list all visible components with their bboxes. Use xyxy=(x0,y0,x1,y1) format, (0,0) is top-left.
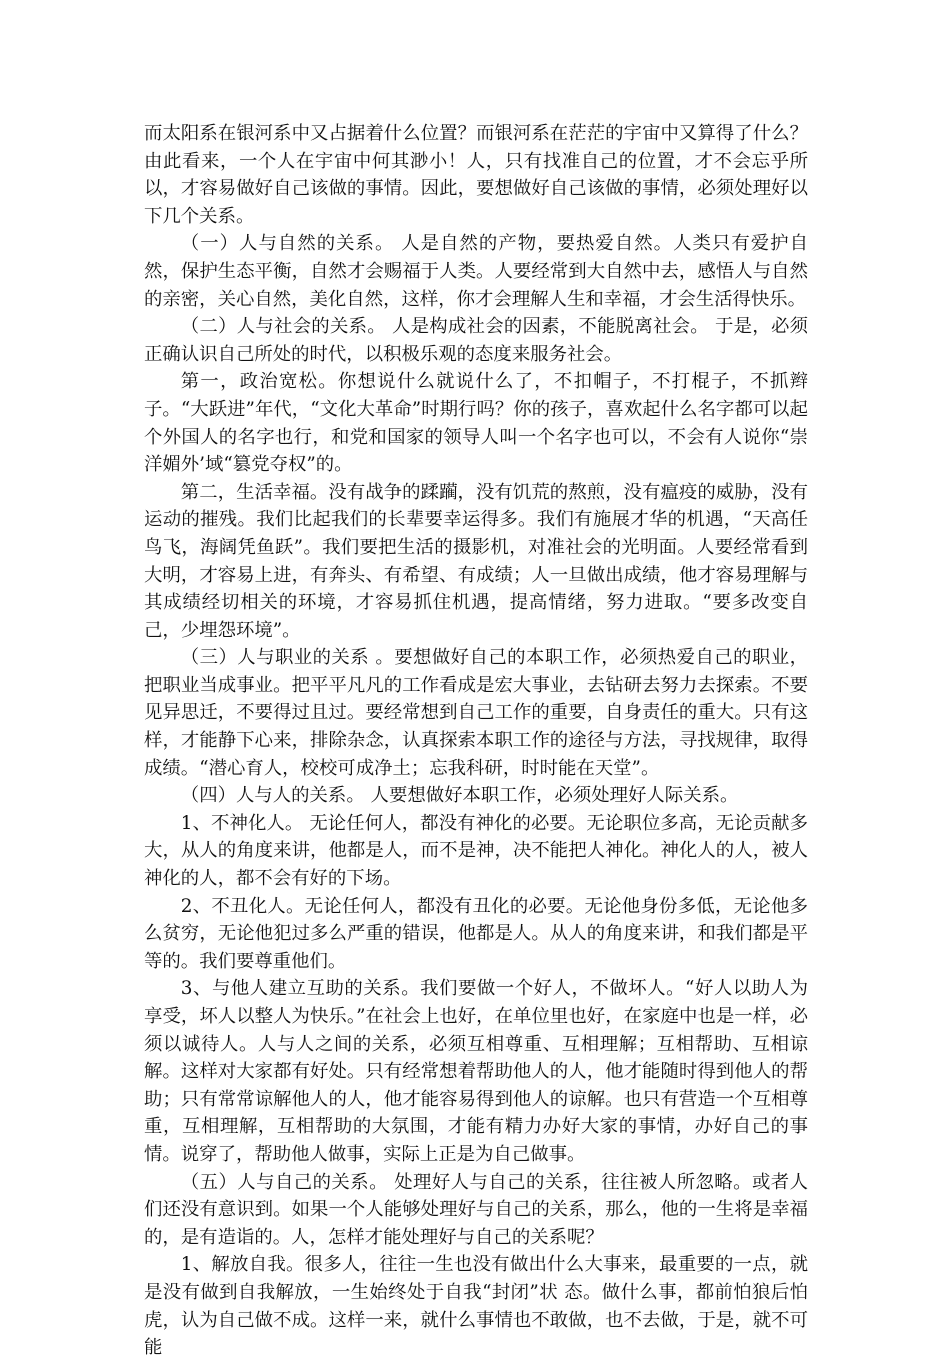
paragraph-3: （二）人与社会的关系。 人是构成社会的因素，不能脱离社会。 于是，必须正确认识自己所处的时代，以积极乐观的态度来服务社会。 xyxy=(144,316,808,365)
paragraph-4: 第一，政治宽松。你想说什么就说什么了，不扣帽子，不打棍子，不抓辫子。“大跃进”年代，“文化大革命”时期行吗？你的孩子，喜欢起什么名字都可以起个外国人的名字也行，和党和国家的领导人叫一个名字也可以，不会有人说你“崇洋媚外’域“篡党夺权”的。 xyxy=(144,371,808,476)
paragraph-11: （五）人与自己的关系。 处理好人与自己的关系，往往被人所忽略。或者人们还没有意识到。如果一个人能够处理好与自己的关系，那么，他的一生将是幸福的，是有造诣的。人，怎样才能处理好与自己的关系呢？ xyxy=(144,1171,808,1248)
paragraph-5: 第二，生活幸福。没有战争的蹂躏，没有饥荒的熬煎，没有瘟疫的威胁，没有运动的摧残。我们比起我们的长辈要幸运得多。我们有施展才华的机遇，“天高任鸟飞，海阔凭鱼跃”。我们要把生活的摄影机，对准社会的光明面。人要经常看到大明，才容易上进，有奔头、有希望、有成绩；人一旦做出成绩，他才容易理解与其成绩经切相关的环境，才容易抓住机遇，提高情绪，努力进取。“要多改变自己，少埋怨环境”。 xyxy=(144,481,808,641)
paragraph-9: 2、不丑化人。无论任何人，都没有丑化的必要。无论他身份多低，无论他多么贫穷，无论他犯过多么严重的错误，他都是人。从人的角度来讲，和我们都是平等的。我们要尊重他们。 xyxy=(144,895,808,972)
paragraph-10: 3、与他人建立互助的关系。我们要做一个好人，不做坏人。“好人以助人为享受，坏人以整人为快乐。”在社会上也好，在单位里也好，在家庭中也是一样，必须以诚待人。人与人之间的关系，必须互相尊重、互相理解；互相帮助、互相谅解。这样对大家都有好处。只有经常想着帮助他人的人，他才能随时得到他人的帮助；只有常常谅解他人的人，他才能容易得到他人的谅解。也只有营造一个互相尊重，互相理解，互相帮助的大氛围，才能有精力办好大家的事情，办好自己的事情。说穿了，帮助他人做事，实际上正是为自己做事。 xyxy=(144,978,808,1165)
paragraph-7: （四）人与人的关系。 人要想做好本职工作，必须处理好人际关系。 xyxy=(180,785,739,807)
paragraph-12: 1、解放自我。很多人，往往一生也没有做出什么大事来，最重要的一点，就是没有做到自我解放，一生始终处于自我“封闭”状 态。做什么事，都前怕狼后怕虎，认为自己做不成。这样一来，就什么事情也不敢做，也不去做，于是，就不可能 xyxy=(144,1254,808,1359)
paragraph-2: （一）人与自然的关系。 人是自然的产物，要热爱自然。人类只有爱护自然，保护生态平衡，自然才会赐福于人类。人要经常到大自然中去，感悟人与自然的亲密，关心自然，美化自然，这样，你才会理解人生和幸福，才会生活得快乐。 xyxy=(144,233,808,310)
paragraph-8: 1、不神化人。 无论任何人，都没有神化的必要。无论职位多高，无论贡献多大，从人的角度来讲，他都是人，而不是神，决不能把人神化。神化人的人，被人神化的人，都不会有好的下场。 xyxy=(144,812,808,890)
paragraph-1: 而太阳系在银河系中又占据着什么位置？而银河系在茫茫的宇宙中又算得了什么？由此看来，一个人在宇宙中何其渺小！人，只有找准自己的位置，才不会忘乎所以，才容易做好自己该做的事情。因此，要想做好自己该做的事情，必须处理好以下几个关系。 xyxy=(144,123,808,227)
paragraph-6: （三）人与职业的关系 。要想做好自己的本职工作，必须热爱自己的职业，把职业当成事业。把平平凡凡的工作看成是宏大事业，去钻研去努力去探索。不要见异思迁，不要得过且过。要经常想到自己工作的重要，自身责任的重大。只有这样，才能静下心来，排除杂念，认真探索本职工作的途径与方法，寻找规律，取得成绩。“潜心育人，校校可成净土；忘我科研，时时能在天堂”。 xyxy=(144,647,808,779)
body-text xyxy=(144,120,808,1362)
